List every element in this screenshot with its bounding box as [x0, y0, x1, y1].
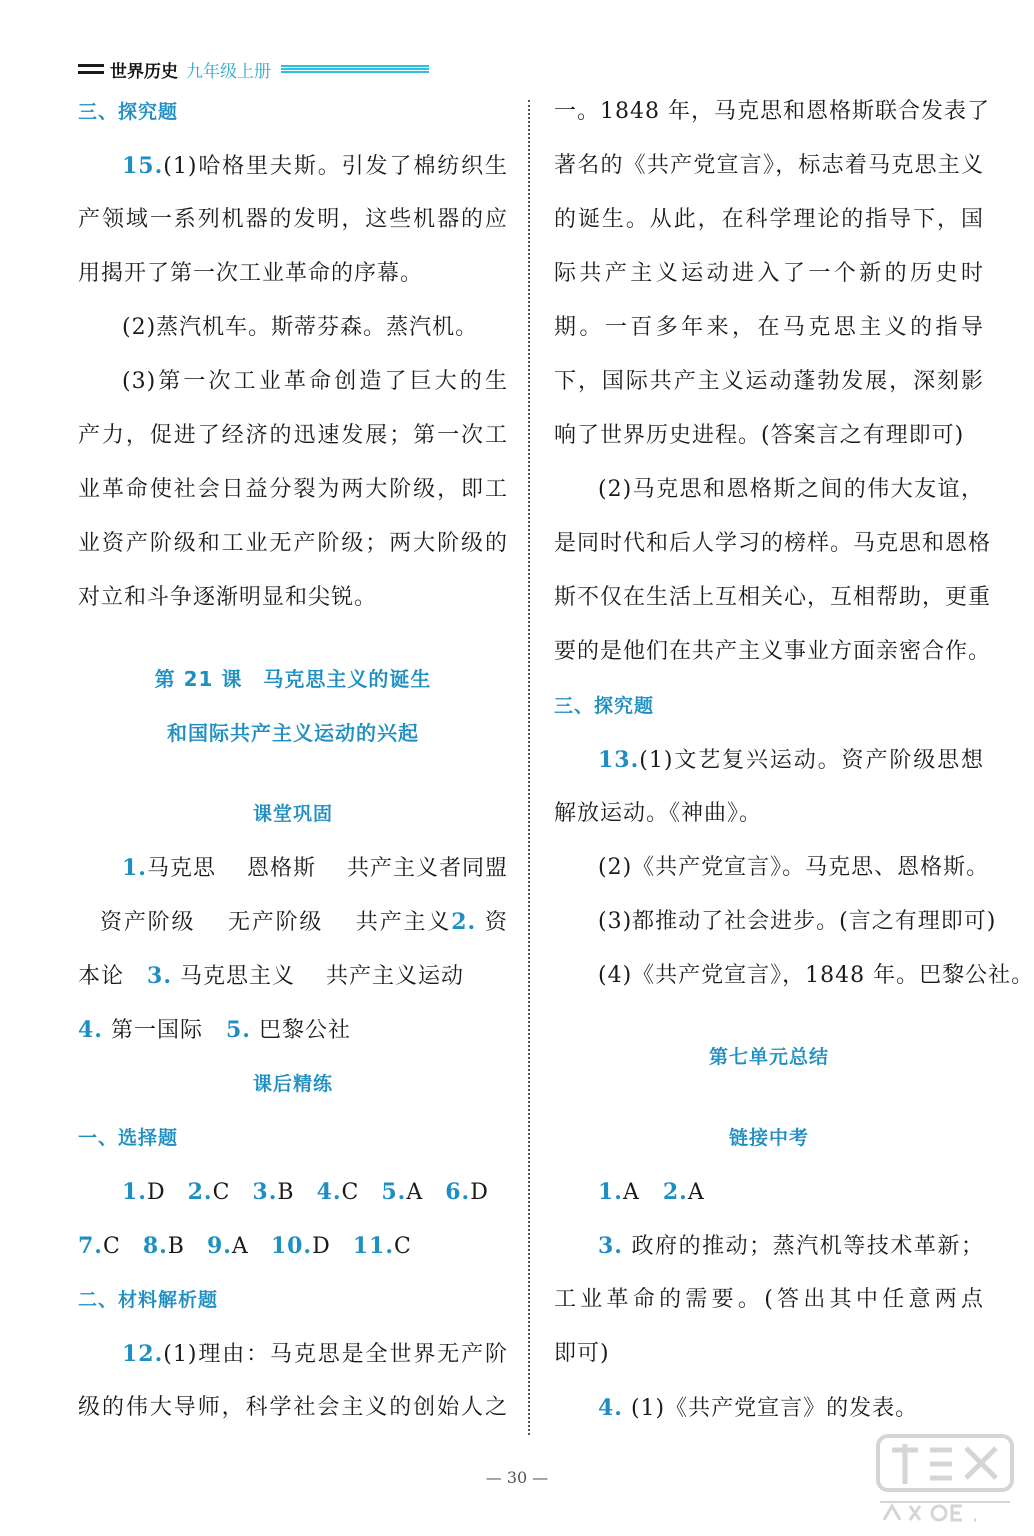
answer-12-line: 响了世界历史进程。(答案言之有理即可): [554, 423, 965, 448]
answer-12-line: [78, 1327, 508, 1381]
answer-15-line: 业革命使社会日益分裂为两大阶级，即工: [78, 477, 508, 502]
choice-answers-row: [78, 1165, 508, 1219]
answer-12-line: 下，国际共产主义运动蓬勃发展，深刻影: [554, 369, 984, 394]
answer-text: 资: [484, 910, 508, 935]
question-number: 1.: [598, 1179, 623, 1205]
answer-text: (1)哈格里夫斯。引发了棉纺织生: [163, 154, 508, 179]
answer-text: (1)《共产党宣言》的发表。: [630, 1396, 919, 1421]
choice-answer: 3.B: [252, 1179, 295, 1205]
answer-4-line: [554, 1381, 984, 1435]
answer-12-line: 期。一百多年来，在马克思主义的指导: [554, 315, 984, 340]
answer-text: A: [687, 1180, 705, 1205]
choice-answer: 11.C: [352, 1233, 412, 1259]
ketang-answer-line: [78, 895, 508, 949]
subsection-ketang: 课堂巩固: [252, 803, 333, 825]
choice-answer: 8.B: [142, 1233, 185, 1259]
choice-answer: 1.D: [122, 1179, 166, 1205]
answer-text: 本论: [78, 964, 125, 989]
choice-answer: 4.C: [316, 1179, 360, 1205]
answer-13-line: (2)《共产党宣言》。马克思、恩格斯。: [598, 855, 990, 880]
choice-answer: 2.C: [187, 1179, 231, 1205]
answer-13-line: (4)《共产党宣言》，1848 年。巴黎公社。: [598, 963, 1034, 988]
answer-15-line: 业资产阶级和工业无产阶级；两大阶级的: [78, 531, 508, 556]
answer-12-line: 斯不仅在生活上互相关心，互相帮助，更重: [554, 585, 992, 610]
page-number: — 30 —: [485, 1468, 549, 1487]
answer-text: 马克思 恩格斯 共产主义者同盟: [146, 856, 508, 881]
answer-15-line: (2)蒸汽机车。斯蒂芬森。蒸汽机。: [122, 315, 479, 340]
question-number: 2.: [451, 909, 477, 935]
answer-text: 巴黎公社: [258, 1018, 351, 1043]
answer-text: 政府的推动；蒸汽机等技术革新；: [631, 1234, 984, 1259]
answer-12-line: 著名的《共产党宣言》，标志着马克思主义: [554, 153, 984, 178]
unit-summary-title: 第七单元总结: [708, 1046, 829, 1068]
question-number: 3.: [147, 963, 172, 989]
answer-15-line: (3)第一次工业革命创造了巨大的生: [122, 369, 508, 394]
section-heading-choice: 一、选择题: [78, 1127, 179, 1149]
column-divider: [528, 100, 530, 1435]
answer-15-line: 产力，促进了经济的迅速发展；第一次工: [78, 423, 508, 448]
answer-12-line: (2)马克思和恩格斯之间的伟大友谊，: [598, 477, 984, 502]
book-title: 世界历史: [110, 61, 178, 82]
choice-answers-row: [78, 1219, 508, 1273]
link-exam-answers: [554, 1165, 984, 1219]
answer-text: (1)理由：马克思是全世界无产阶: [163, 1342, 508, 1367]
answer-12-line: 一。1848 年，马克思和恩格斯联合发表了: [554, 99, 990, 124]
question-number: 12.: [122, 1341, 164, 1367]
answer-12-line: 是同时代和后人学习的榜样。马克思和恩格: [554, 531, 992, 556]
answer-13-line: 解放运动。《神曲》。: [554, 801, 763, 826]
answer-3-line: 即可): [554, 1341, 610, 1366]
answer-15-line: 产领域一系列机器的发明，这些机器的应: [78, 207, 508, 232]
answer-3-line: 工业革命的需要。(答出其中任意两点: [554, 1287, 984, 1312]
answer-15-line: 用揭开了第一次工业革命的序幕。: [78, 261, 424, 286]
book-subtitle: 九年级上册: [186, 61, 271, 82]
watermark-logo-icon: [870, 1430, 1020, 1526]
answer-text: 第一国际: [110, 1018, 203, 1043]
answer-12-line: 级的伟大导师，科学社会主义的创始人之: [78, 1395, 508, 1420]
answer-12-line: 要的是他们在共产主义事业方面亲密合作。: [554, 639, 992, 664]
ketang-answer-line: [78, 1003, 508, 1057]
section-heading-material: 二、材料解析题: [78, 1289, 219, 1311]
choice-answer: 10.D: [270, 1233, 331, 1259]
question-number: 3.: [598, 1233, 623, 1259]
answer-text: 马克思主义 共产主义运动: [180, 964, 464, 989]
answer-text: A: [622, 1180, 640, 1205]
answer-3-line: [554, 1219, 984, 1273]
answer-12-line: 际共产主义运动进入了一个新的历史时: [554, 261, 984, 286]
question-number: 1.: [122, 855, 147, 881]
answer-15-line: 对立和斗争逐渐明显和尖锐。: [78, 585, 378, 610]
answer-13-line: (3)都推动了社会进步。(言之有理即可): [598, 909, 997, 934]
question-number: 4.: [598, 1395, 623, 1421]
ketang-answer-line: [78, 949, 508, 1003]
subsection-kehou: 课后精练: [252, 1073, 333, 1095]
answer-15-line: [78, 139, 508, 193]
header-bars-decoration: [78, 64, 104, 74]
ketang-answer-line: [78, 841, 508, 895]
choice-answer: 7.C: [78, 1233, 121, 1259]
subsection-link-exam: 链接中考: [728, 1127, 809, 1149]
question-number: 15.: [122, 153, 164, 179]
section-heading-inquiry: 三、探究题: [554, 695, 655, 717]
answer-13-line: [554, 733, 984, 787]
right-column: [554, 85, 1034, 1435]
page-header: [78, 58, 429, 80]
question-number: 4.: [78, 1017, 103, 1043]
answer-text: (1)文艺复兴运动。资产阶级思想: [639, 748, 984, 773]
question-number: 13.: [598, 747, 640, 773]
header-stripe-decoration: [281, 65, 429, 74]
lesson-title: 第 21 课 马克思主义的诞生: [154, 667, 432, 691]
question-number: 2.: [662, 1179, 688, 1205]
answer-12-line: 的诞生。从此，在科学理论的指导下，国: [554, 207, 984, 232]
left-column: [78, 85, 508, 1435]
answer-text: 资产阶级 无产阶级 共产主义: [100, 910, 452, 935]
choice-answer: 6.D: [445, 1179, 489, 1205]
choice-answer: 5.A: [381, 1179, 424, 1205]
choice-answer: 9.A: [206, 1233, 249, 1259]
question-number: 5.: [226, 1017, 251, 1043]
lesson-title-continued: 和国际共产主义运动的兴起: [167, 721, 419, 745]
section-heading-inquiry: 三、探究题: [78, 101, 179, 123]
